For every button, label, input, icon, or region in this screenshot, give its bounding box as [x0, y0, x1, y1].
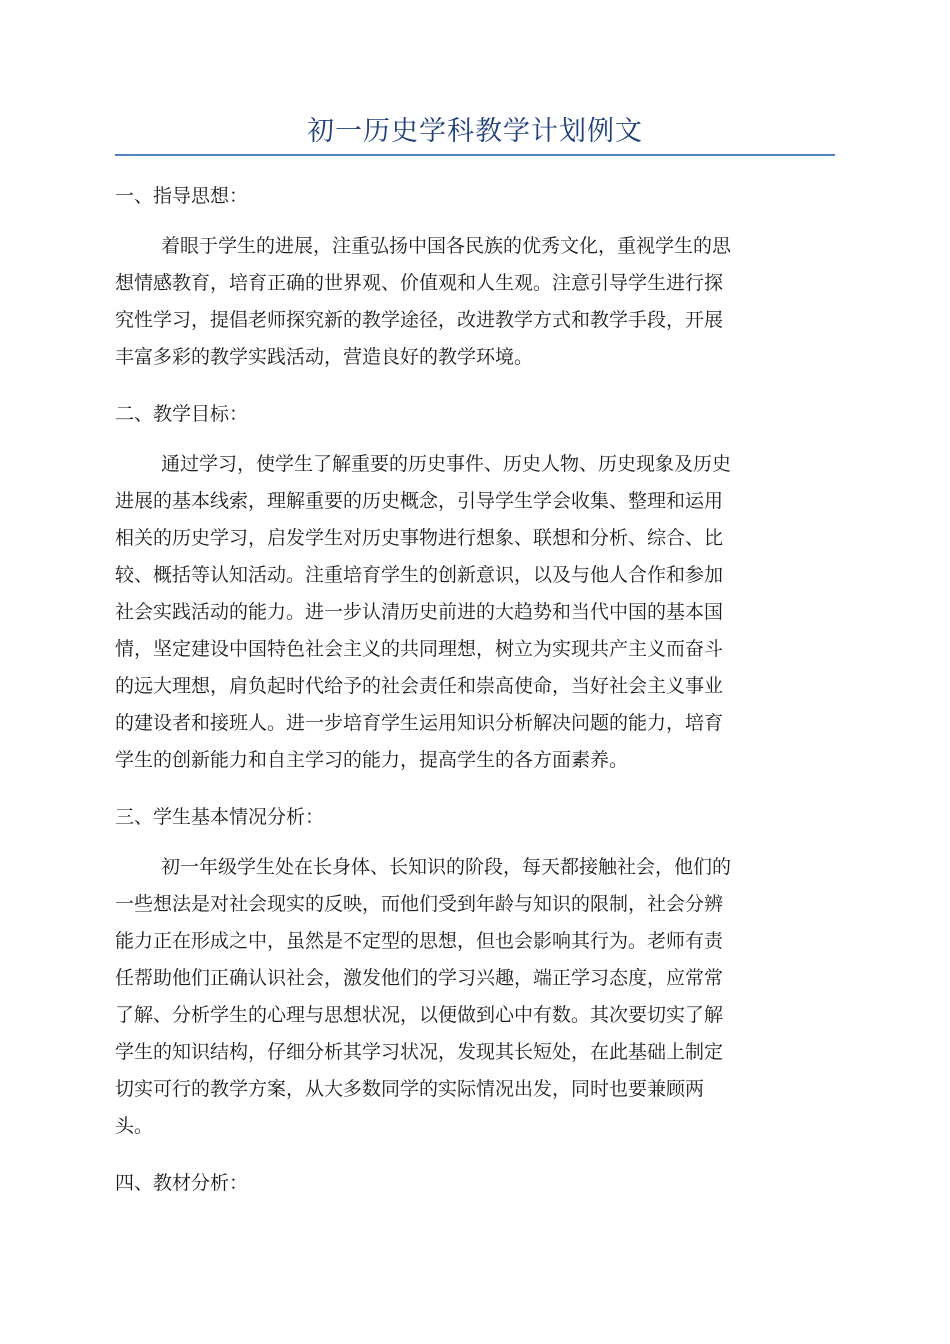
paragraph-line: 相关的历史学习，启发学生对历史事物进行想象、联想和分析、综合、比	[115, 527, 724, 549]
section-heading-textbook-analysis: 四、教材分析：	[115, 1172, 249, 1194]
paragraph-line: 切实可行的教学方案，从大多数同学的实际情况出发，同时也要兼顾两	[115, 1078, 705, 1100]
document-title: 初一历史学科教学计划例文	[307, 116, 643, 147]
paragraph-line: 能力正在形成之中，虽然是不定型的思想，但也会影响其行为。老师有责	[115, 930, 724, 952]
paragraph-line: 丰富多彩的教学实践活动，营造良好的教学环境。	[115, 346, 534, 368]
section-heading-teaching-goals: 二、教学目标：	[115, 403, 249, 425]
paragraph-line: 较、概括等认知活动。注重培育学生的创新意识，以及与他人合作和参加	[115, 564, 724, 586]
section-heading-student-analysis: 三、学生基本情况分析：	[115, 806, 325, 828]
paragraph-line: 学生的知识结构，仔细分析其学习状况，发现其长短处，在此基础上制定	[115, 1041, 724, 1063]
paragraph-line: 通过学习，使学生了解重要的历史事件、历史人物、历史现象及历史	[161, 453, 732, 475]
paragraph-guiding-ideology	[115, 228, 831, 376]
paragraph-line: 进展的基本线索，理解重要的历史概念，引导学生学会收集、整理和运用	[115, 490, 724, 512]
title-underline	[115, 154, 835, 156]
paragraph-line: 社会实践活动的能力。进一步认清历史前进的大趋势和当代中国的基本国	[115, 601, 724, 623]
paragraph-line: 的远大理想，肩负起时代给予的社会责任和崇高使命，当好社会主义事业	[115, 675, 724, 697]
paragraph-line: 初一年级学生处在长身体、长知识的阶段，每天都接触社会，他们的	[161, 856, 732, 878]
paragraph-line: 学生的创新能力和自主学习的能力，提高学生的各方面素养。	[115, 749, 629, 771]
paragraph-line: 了解、分析学生的心理与思想状况，以便做到心中有数。其次要切实了解	[115, 1004, 724, 1026]
paragraph-line: 究性学习，提倡老师探究新的教学途径，改进教学方式和教学手段，开展	[115, 309, 724, 331]
document-body	[115, 172, 831, 1215]
paragraph-line: 一些想法是对社会现实的反映，而他们受到年龄与知识的限制，社会分辨	[115, 893, 724, 915]
paragraph-line: 头。	[115, 1115, 154, 1137]
paragraph-line: 任帮助他们正确认识社会，激发他们的学习兴趣，端正学习态度，应常常	[115, 967, 724, 989]
paragraph-line: 的建设者和接班人。进一步培育学生运用知识分析解决问题的能力，培育	[115, 712, 724, 734]
paragraph-teaching-goals	[115, 446, 831, 779]
paragraph-line: 着眼于学生的进展，注重弘扬中国各民族的优秀文化，重视学生的思	[161, 235, 732, 257]
paragraph-student-analysis	[115, 849, 831, 1145]
paragraph-line: 想情感教育，培育正确的世界观、价值观和人生观。注意引导学生进行探	[115, 272, 724, 294]
section-heading-guiding-ideology: 一、指导思想：	[115, 185, 249, 207]
paragraph-line: 情，坚定建设中国特色社会主义的共同理想，树立为实现共产主义而奋斗	[115, 638, 724, 660]
